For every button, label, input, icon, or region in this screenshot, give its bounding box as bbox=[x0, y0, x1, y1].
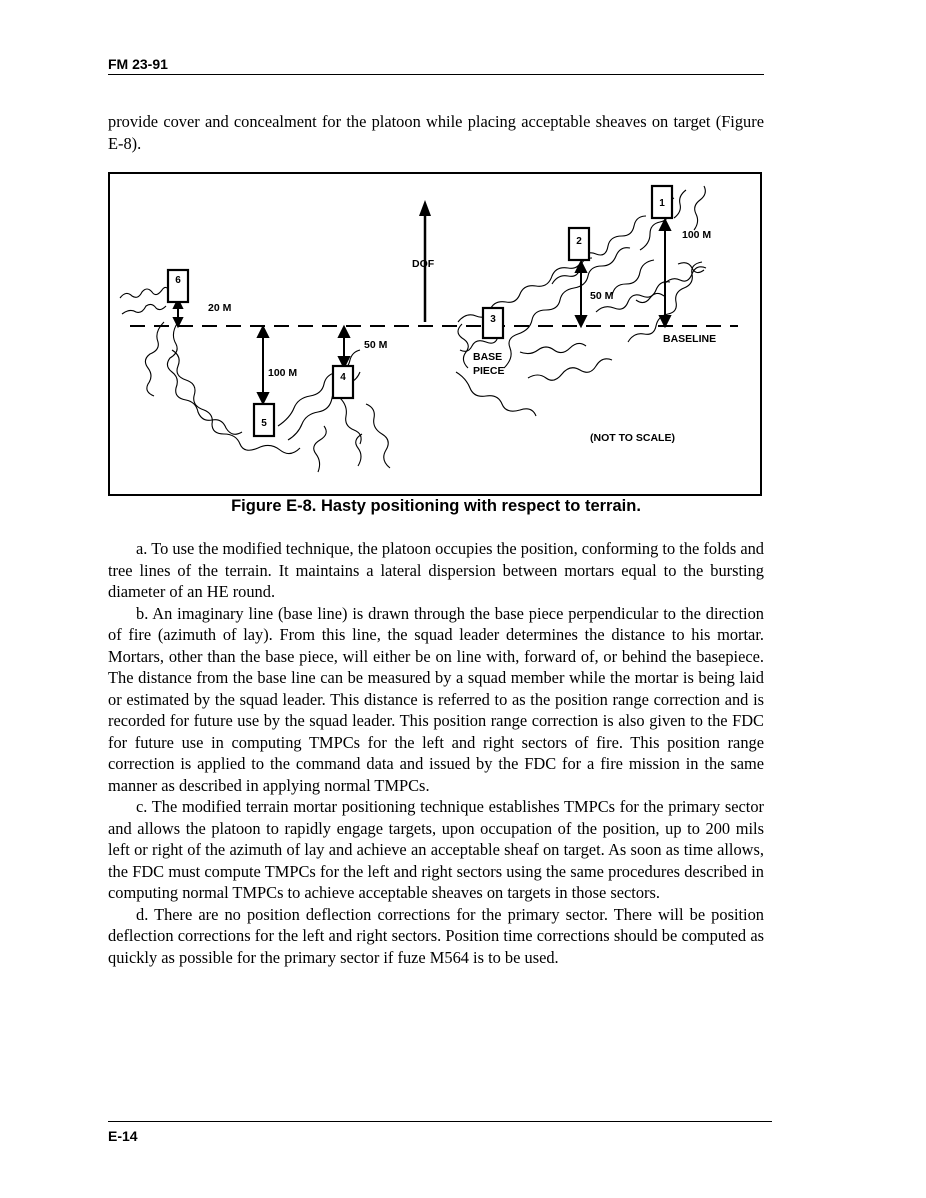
paragraph-a: a. To use the modified technique, the platoon occupies the position, conforming to the folds and tree lines of the terrain. It maintains a lateral dispersion between mortars equal to the bursting diameter of an HE round. bbox=[108, 539, 764, 601]
paragraph-b: b. An imaginary line (base line) is drawn through the base piece perpendicular to the direction of fire (azimuth of lay). From this line, the squad leader determines the distance to his mortar. Mortars, other than the base piece, will either be on line with, forward of, or behind the basepiece. The distance from the base line can be measured by a squad member while the mortar is being laid or estimated by the squad leader. This distance is referred to as the position range correction and is recorded for future use by the squad leader. This position range correction is also given to the FDC for future use in computing TMPCs for the left and right sectors of fire. This position range correction is applied to the command data and issued by the FDC for a fire mission in the same manner as described in applying normal TMPCs. bbox=[108, 603, 764, 795]
dof-label: DOF bbox=[412, 258, 435, 270]
intro-paragraph: provide cover and concealment for the platoon while placing acceptable sheaves on target (Figure E-8). bbox=[108, 112, 764, 153]
paragraph-c: c. The modified terrain mortar positioning technique establishes TMPCs for the primary sector and allows the platoon to rapidly engage targets, upon occupation of the position, up to 200 mils left or right of the azimuth of lay and achieve an acceptable sheaf on target. As soon as time allows, the FDC must compute TMPCs for the left and right sectors using the same procedures described in computing normal TMPCs to achieve acceptable sheaves on targets in those sectors. bbox=[108, 797, 764, 902]
header-rule bbox=[108, 74, 764, 75]
dof-arrow-head bbox=[419, 200, 431, 216]
mortar-2-number: 2 bbox=[576, 236, 582, 247]
measurement-arrows bbox=[174, 220, 670, 403]
distance-20m-label: 20 M bbox=[208, 302, 232, 314]
base-piece-label-line1: BASE bbox=[473, 351, 503, 363]
terrain-diagram bbox=[108, 172, 762, 496]
base-piece-label-line2: PIECE bbox=[473, 365, 505, 377]
paragraph-d: d. There are no position deflection corrections for the primary sector. There will be position deflection corrections for the left and right sectors. Position time corrections should be computed as quickly as possible for the primary sector if fuze M564 is to be used. bbox=[108, 904, 764, 967]
figure-caption: Figure E-8. Hasty positioning with respect to terrain. bbox=[231, 497, 641, 515]
mortar-5-number: 5 bbox=[261, 418, 267, 429]
mortar-4-number: 4 bbox=[340, 372, 346, 383]
baseline-label: BASELINE bbox=[663, 333, 717, 345]
running-header: FM 23-91 bbox=[108, 56, 168, 72]
not-to-scale-label: (NOT TO SCALE) bbox=[590, 432, 675, 444]
distance-100m-left-label: 100 M bbox=[268, 367, 298, 379]
figure-e8 bbox=[108, 172, 762, 496]
footer-rule bbox=[108, 1121, 772, 1122]
mortar-3-number: 3 bbox=[490, 314, 496, 325]
mortar-1-number: 1 bbox=[659, 198, 665, 209]
page-number: E-14 bbox=[108, 1128, 138, 1144]
distance-100m-right-label: 100 M bbox=[682, 229, 712, 241]
distance-50m-left-label: 50 M bbox=[364, 339, 388, 351]
mortar-6-number: 6 bbox=[175, 275, 181, 286]
body-text bbox=[108, 538, 764, 968]
distance-50m-right-label: 50 M bbox=[590, 290, 614, 302]
